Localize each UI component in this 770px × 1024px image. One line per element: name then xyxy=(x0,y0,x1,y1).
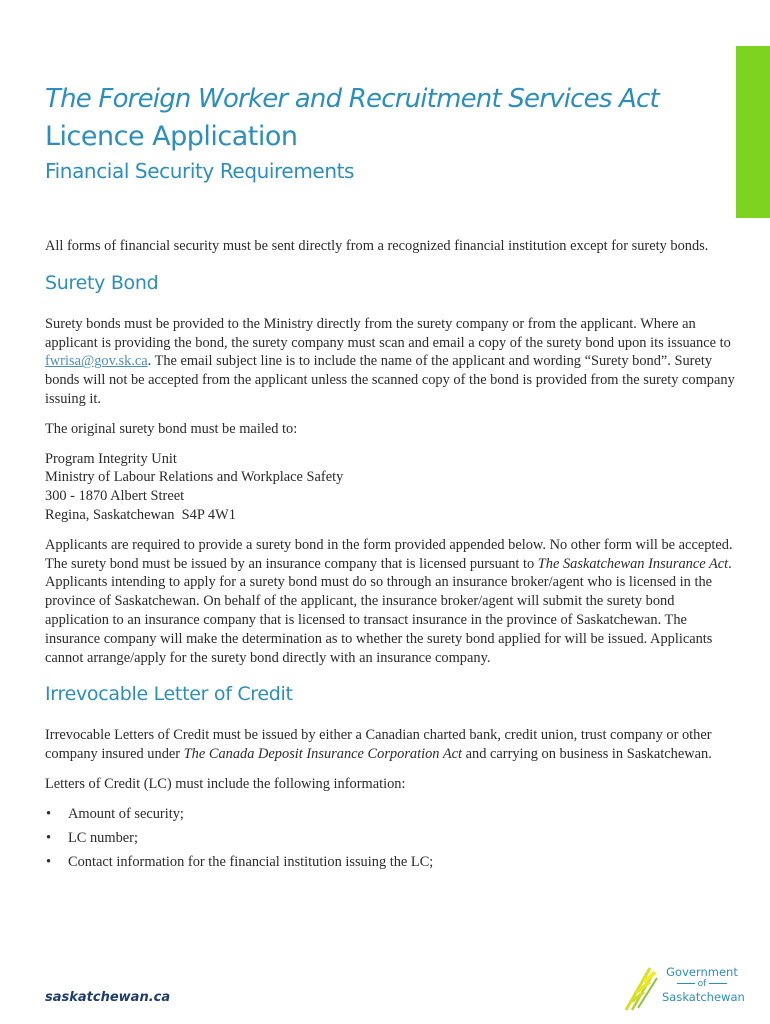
surety-p1-text: Surety bonds must be provided to the Ministry directly from the surety company or from the applicant. Where an applicant is providing the bond, the surety company must scan and email a copy of the surety bond upon its issuance to xyxy=(45,315,731,351)
section-subtitle: Financial Security Requirements xyxy=(45,159,355,183)
mailing-address xyxy=(45,450,741,525)
address-line: 300 - 1870 Albert Street xyxy=(45,488,185,505)
list-item: • Contact information for the financial institution issuing the LC; xyxy=(45,853,741,872)
credit-p1-text-cont: and carrying on business in Saskatchewan. xyxy=(462,746,712,763)
gov-line-1: Government xyxy=(666,965,738,979)
surety-paragraph-2: The original surety bond must be mailed to: xyxy=(45,420,298,437)
green-corner-tab xyxy=(736,46,770,218)
gov-line-3: Saskatchewan xyxy=(662,990,745,1004)
document-title xyxy=(45,80,659,186)
surety-paragraph-1 xyxy=(45,315,741,409)
list-item: • LC number; xyxy=(45,829,741,848)
intro-paragraph: All forms of financial security must be sent directly from a recognized financial institution except for surety bonds. xyxy=(45,238,709,254)
gov-line-2 xyxy=(662,979,742,990)
surety-paragraph-3 xyxy=(45,536,741,668)
email-link[interactable]: fwrisa@gov.sk.ca xyxy=(45,353,148,370)
list-item: • Amount of security; xyxy=(45,805,741,824)
cdic-act-name: The Canada Deposit Insurance Corporation Act xyxy=(183,746,463,763)
document-body xyxy=(45,237,741,878)
surety-p1-text-cont: . The email subject line is to include the name of the applicant and wording “Surety bond”. Surety bonds will not be accepted from the applicant unless the scanned copy of the bond is provided from the surety company issuing it. xyxy=(45,353,735,407)
application-title: Licence Application xyxy=(45,121,298,152)
credit-paragraph-1 xyxy=(45,726,741,764)
letter-of-credit-heading: Irrevocable Letter of Credit xyxy=(45,683,293,706)
credit-p1-text: Irrevocable Letters of Credit must be issued by either a Canadian charted bank, credit union, trust company or other company insured under xyxy=(45,727,712,763)
lc-requirements-list xyxy=(45,805,741,872)
address-line: Ministry of Labour Relations and Workplace Safety xyxy=(45,469,344,486)
surety-bond-heading: Surety Bond xyxy=(45,271,159,294)
website-link[interactable]: saskatchewan.ca xyxy=(45,990,171,1005)
address-line: Program Integrity Unit xyxy=(45,450,177,467)
insurance-act-name: The Saskatchewan Insurance Act xyxy=(537,555,729,572)
gov-of-text: of xyxy=(697,979,707,989)
surety-p3-text: Applicants are required to provide a surety bond in the form provided appended below. No other form will be accepted. The surety bond must be issued by an insurance company that is licensed pursuant to xyxy=(45,536,733,572)
government-wordmark xyxy=(662,965,745,1004)
address-line: Regina, Saskatchewan S4P 4W1 xyxy=(45,506,236,523)
credit-paragraph-2: Letters of Credit (LC) must include the following information: xyxy=(45,775,406,792)
act-title: The Foreign Worker and Recruitment Services Act xyxy=(45,84,659,114)
surety-p3-text-cont: . Applicants intending to apply for a surety bond must do so through an insurance broker/agent who is licensed in the province of Saskatchewan. On behalf of the applicant, the insurance broker/agent will submit the surety bond application to an insurance company that is licensed to transact insurance in the province of Saskatchewan. The insurance company will make the determination as to whether the surety bond applied for will be issued. Applicants cannot arrange/apply for the surety bond directly with an insurance company. xyxy=(45,555,732,666)
